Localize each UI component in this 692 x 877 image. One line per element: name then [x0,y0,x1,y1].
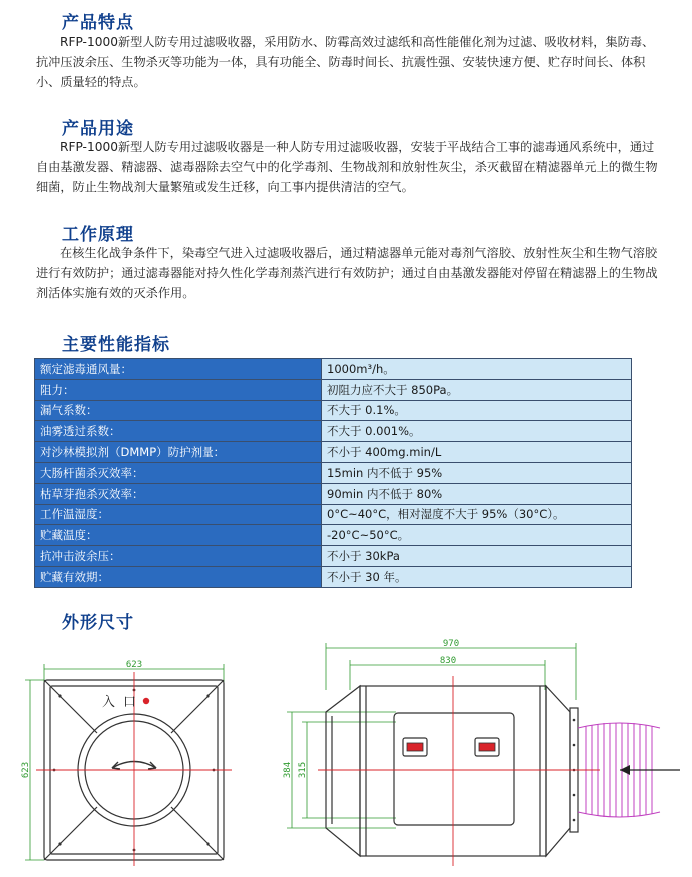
spec-value: 15min 内不低于 95% [322,462,632,483]
spec-value: 不小于 400mg.min/L [322,442,632,463]
spec-value: -20°C~50°C。 [322,525,632,546]
front-width-label: 623 [125,660,143,670]
specs-title: 主要性能指标 [62,335,170,355]
spec-key: 枯草芽孢杀灭效率： [35,483,322,504]
spec-value: 不大于 0.1%。 [322,400,632,421]
spec-key: 额定滤毒通风量： [35,359,322,380]
spec-key: 贮藏温度： [35,525,322,546]
front-height-label: 623 [21,761,31,779]
side-total-label: 970 [442,639,460,649]
spec-key: 大肠杆菌杀灭效率： [35,462,322,483]
spec-value: 1000m³/h。 [322,359,632,380]
side-body-label: 830 [439,656,457,666]
features-text: RFP-1000新型人防专用过滤吸收器，采用防水、防霉高效过滤纸和高性能催化剂为过滤、吸收材料，集防毒、抗冲压波余压、生物杀灭等功能为一体，具有功能全、防毒时间长、抗震性强、安装快速方便、贮存时间长、体积小、质量轻的特点。 [36,35,655,89]
spec-value: 不小于 30kPa [322,546,632,567]
principle-text: 在核生化战争条件下，染毒空气进入过滤吸收器后，通过精滤器单元能对毒剂气溶胶、放射性灰尘和生物气溶胶进行有效防护；通过滤毒器能对持久性化学毒剂蒸汽进行有效防护；通过自由基激发器能对停留在精滤器上的生物战剂活体实施有效的灭杀作用。 [36,246,658,300]
principle-title: 工作原理 [62,225,134,245]
spec-key: 贮藏有效期： [35,566,322,587]
spec-key: 阻力： [35,379,322,400]
spec-value: 不小于 30 年。 [322,566,632,587]
dimensions-title: 外形尺寸 [62,613,134,633]
spec-value: 90min 内不低于 80% [322,483,632,504]
usage-title: 产品用途 [62,119,134,139]
features-title: 产品特点 [62,13,134,33]
spec-key: 工作温湿度： [35,504,322,525]
spec-value: 初阻力应不大于 850Pa。 [322,379,632,400]
spec-key: 抗冲击波余压： [35,546,322,567]
side-h2-label: 315 [298,761,308,779]
spec-key: 漏气系数： [35,400,322,421]
spec-key: 对沙林模拟剂（DMMP）防护剂量： [35,442,322,463]
side-h1-label: 384 [283,761,293,779]
spec-key: 油雾透过系数： [35,421,322,442]
usage-text: RFP-1000新型人防专用过滤吸收器是一种人防专用过滤吸收器，安装于平战结合工事的滤毒通风系统中，通过自由基激发器、精滤器、滤毒器除去空气中的化学毒剂、生物战剂和放射性灰尘，杀灭截留在精滤器单元上的微生物细菌，防止生物战剂大量繁殖或发生迁移，向工事内提供清洁的空气。 [36,140,658,194]
inlet-label: 入口 [101,695,145,710]
side-view-drawing [287,643,680,866]
spec-value: 不大于 0.001%。 [322,421,632,442]
spec-value: 0°C~40°C，相对湿度不大于 95%（30°C）。 [322,504,632,525]
